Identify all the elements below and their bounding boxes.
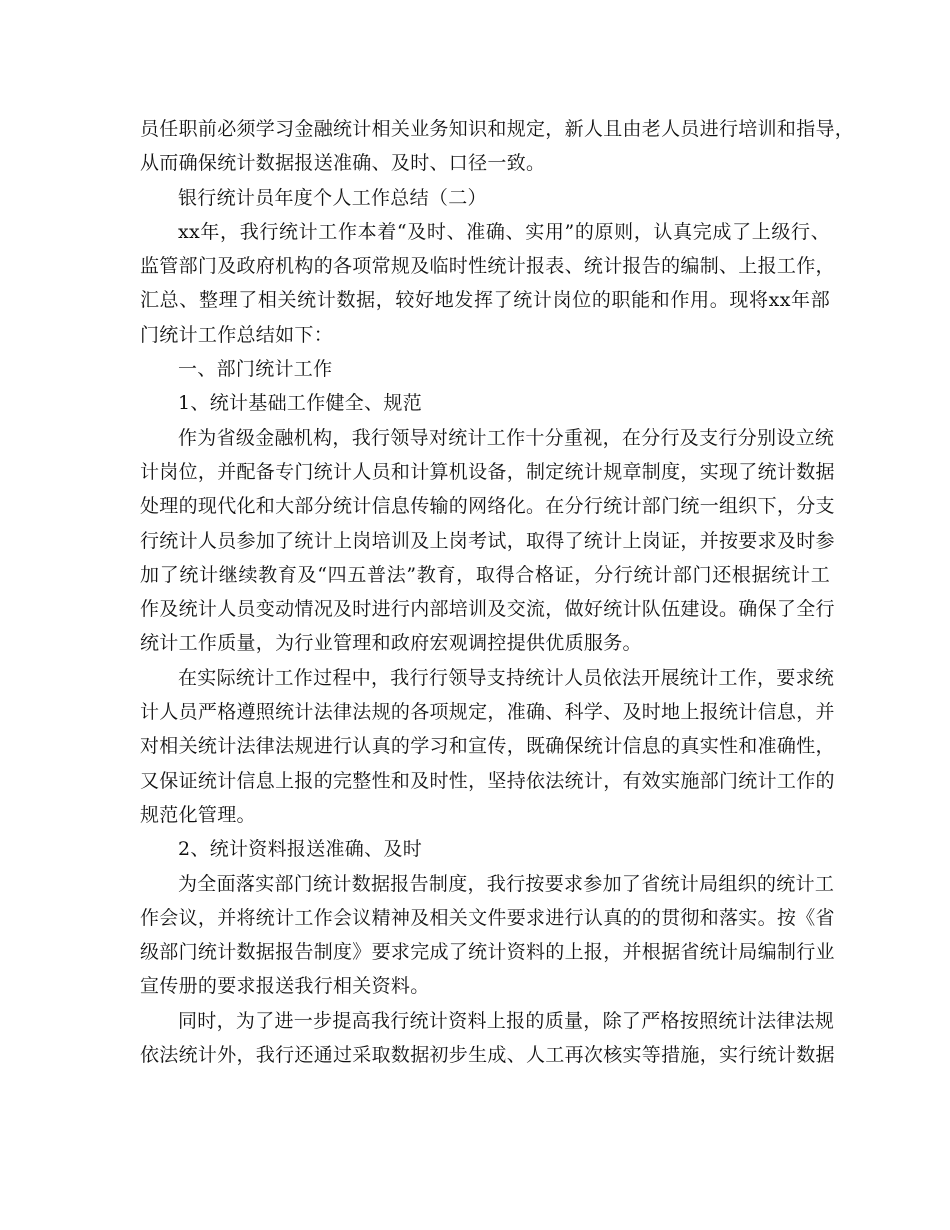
text-line: 作为省级金融机构，我行领导对统计工作十分重视，在分行及支行分别设立统 bbox=[178, 426, 835, 449]
text-line: 作会议，并将统计工作会议精神及相关文件要求进行认真的的贯彻和落实。按《省 bbox=[140, 906, 835, 929]
text-line: 从而确保统计数据报送准确、及时、口径一致。 bbox=[140, 152, 546, 175]
text-line: 统计工作质量，为行业管理和政府宏观调控提供优质服务。 bbox=[140, 632, 642, 655]
text-line: 计岗位，并配备专门统计人员和计算机设备，制定统计规章制度，实现了统计数据 bbox=[140, 460, 835, 483]
text-line: 行统计人员参加了统计上岗培训及上岗考试，取得了统计上岗证，并按要求及时参 bbox=[140, 529, 835, 552]
text-line: 汇总、整理了相关统计数据，较好地发挥了统计岗位的职能和作用。现将xx年部 bbox=[140, 289, 830, 312]
heading-1: 一、部门统计工作 bbox=[178, 358, 333, 381]
text-line: 对相关统计法律法规进行认真的学习和宣传，既确保统计信息的真实性和准确性， bbox=[140, 735, 835, 758]
text-line: 员任职前必须学习金融统计相关业务知识和规定，新人且由老人员进行培训和指导， bbox=[140, 118, 855, 140]
text-line: 依法统计外，我行还通过采取数据初步生成、人工再次核实等措施，实行统计数据 bbox=[140, 1044, 835, 1067]
text-line: 处理的现代化和大部分统计信息传输的网络化。在分行统计部门统一组织下，分支 bbox=[140, 495, 835, 518]
text-line: 规范化管理。 bbox=[140, 803, 256, 826]
heading-1-2: 2、统计资料报送准确、及时 bbox=[178, 838, 422, 861]
section-title: 银行统计员年度个人工作总结（二） bbox=[178, 186, 487, 209]
text-line: 同时，为了进一步提高我行统计资料上报的质量，除了严格按照统计法律法规 bbox=[178, 1009, 835, 1032]
heading-1-1: 1、统计基础工作健全、规范 bbox=[178, 392, 422, 415]
text-line: 作及统计人员变动情况及时进行内部培训及交流，做好统计队伍建设。确保了全行 bbox=[140, 598, 835, 621]
text-line: 又保证统计信息上报的完整性和及时性，坚持依法统计，有效实施部门统计工作的 bbox=[140, 769, 835, 792]
text-line: 宣传册的要求报送我行相关资料。 bbox=[140, 975, 430, 998]
text-line: 级部门统计数据报告制度》要求完成了统计资料的上报，并根据省统计局编制行业 bbox=[140, 941, 835, 964]
text-line: 加了统计继续教育及“四五普法”教育，取得合格证，分行统计部门还根据统计工 bbox=[140, 563, 830, 586]
text-line: 在实际统计工作过程中，我行行领导支持统计人员依法开展统计工作，要求统 bbox=[178, 666, 835, 689]
text-line: 门统计工作总结如下： bbox=[140, 323, 334, 346]
text-line: xx年，我行统计工作本着“及时、准确、实用”的原则，认真完成了上级行、 bbox=[178, 220, 830, 243]
document-page bbox=[140, 112, 855, 1072]
text-line: 为全面落实部门统计数据报告制度，我行按要求参加了省统计局组织的统计工 bbox=[178, 872, 835, 895]
text-line: 监管部门及政府机构的各项常规及临时性统计报表、统计报告的编制、上报工作， bbox=[140, 255, 835, 278]
text-line: 计人员严格遵照统计法律法规的各项规定，准确、科学、及时地上报统计信息，并 bbox=[140, 701, 835, 724]
